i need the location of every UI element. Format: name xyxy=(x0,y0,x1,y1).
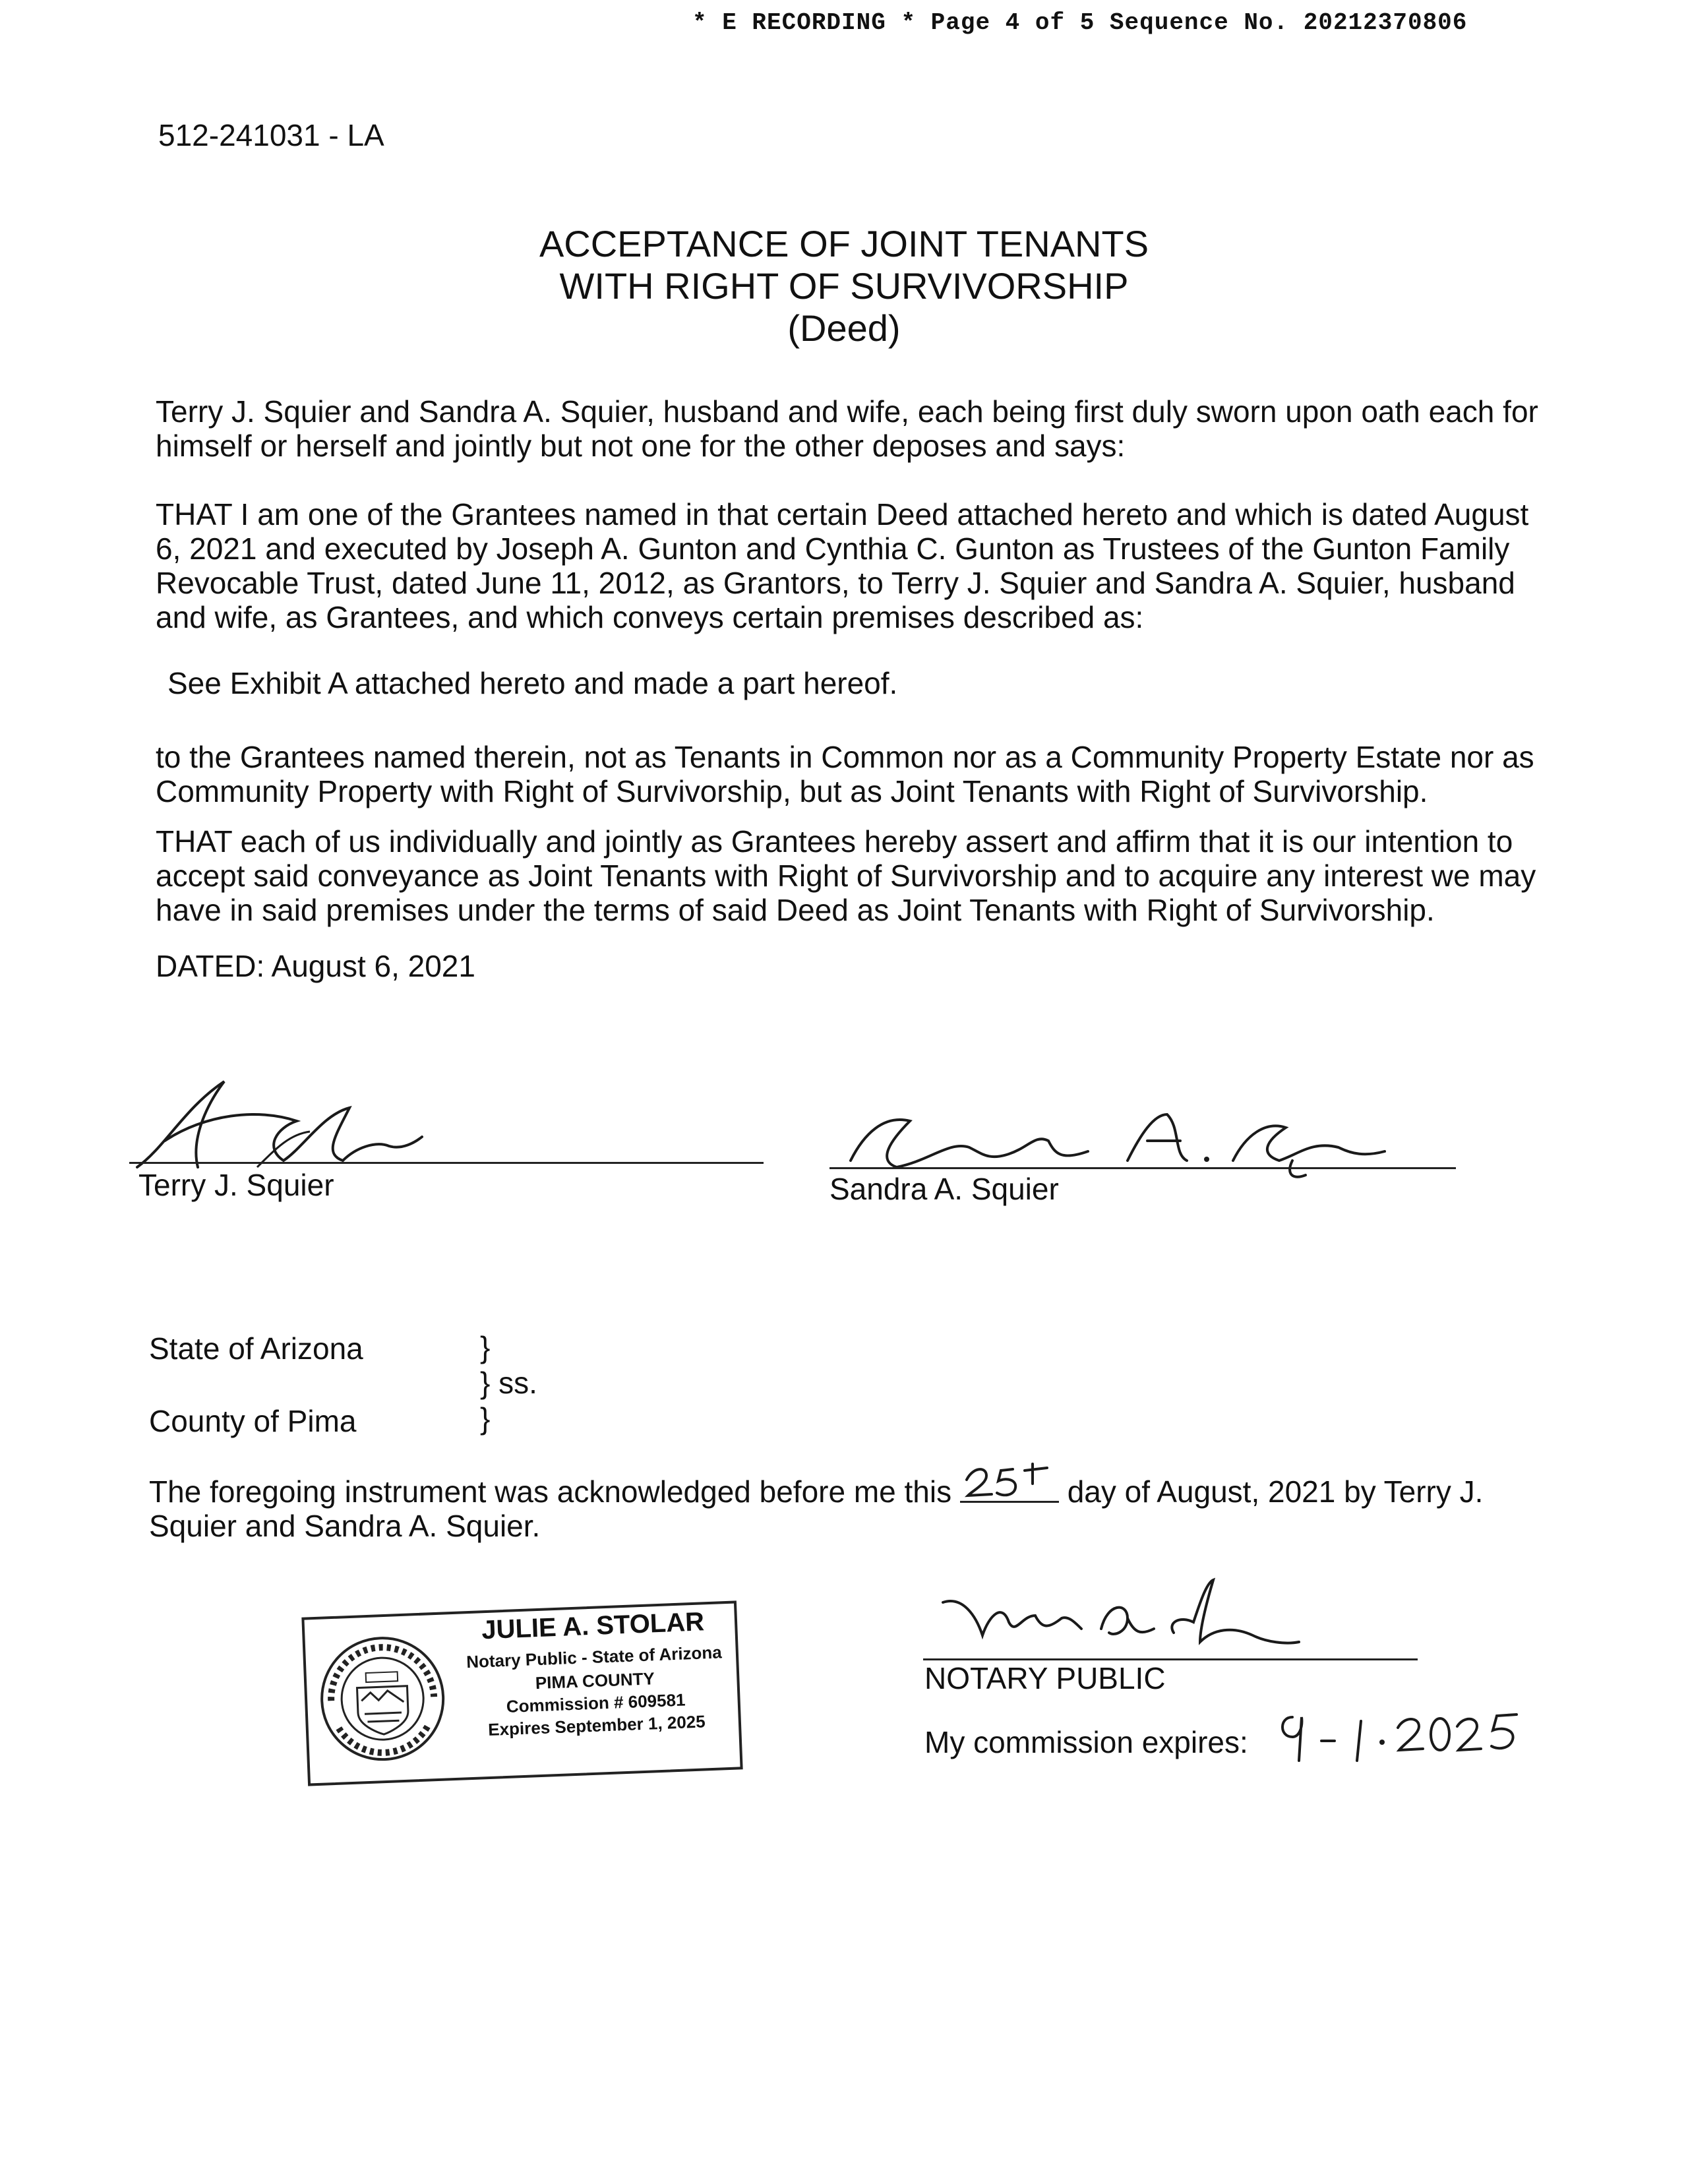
commission-date-handwritten-image xyxy=(1273,1708,1523,1767)
ack-day-blank xyxy=(960,1474,1059,1503)
dated-line: DATED: August 6, 2021 xyxy=(156,949,475,983)
paragraph-exhibit: See Exhibit A attached hereto and made a part hereof. xyxy=(167,666,898,700)
venue-braces xyxy=(480,1329,537,1436)
title-line-3: (Deed) xyxy=(787,307,901,349)
notary-signature-image xyxy=(936,1576,1306,1662)
commission-label: My commission expires: xyxy=(924,1725,1248,1759)
venue-state: State of Arizona xyxy=(149,1331,363,1366)
ack-day-handwritten-image xyxy=(960,1460,1059,1502)
signer-name-sandra: Sandra A. Squier xyxy=(829,1172,1059,1206)
notary-public-label: NOTARY PUBLIC xyxy=(924,1661,1166,1695)
arizona-seal-icon xyxy=(315,1631,449,1765)
recording-stamp: * E RECORDING * Page 4 of 5 Sequence No. 20212370806 xyxy=(692,9,1468,36)
paragraph-affiants: Terry J. Squier and Sandra A. Squier, husband and wife, each being first duly sworn upon oath each for himself or herself and jointly but not one for the other deposes and says: xyxy=(156,394,1538,463)
stamp-line-county: PIMA COUNTY xyxy=(535,1668,655,1693)
paragraph-grantees: THAT I am one of the Grantees named in that certain Deed attached hereto and which is dated August 6, 2021 and executed by Joseph A. Gunton and Cynthia C. Gunton as Trustees of the Gunton Family Revocable Trust, dated June 11, 2012, as Grantors, to Terry J. Squier and Sandra A. Squier, husband and wife, as Grantees, and which conveys certain premises described as: xyxy=(156,497,1529,634)
file-number: 512-241031 - LA xyxy=(158,118,384,152)
notary-stamp xyxy=(301,1600,742,1786)
signature-line-terry xyxy=(129,1162,764,1164)
ack-text-after: day of August, 2021 by Terry J. Squier and Sandra A. Squier. xyxy=(149,1474,1484,1543)
paragraph-affirmation: THAT each of us individually and jointly as Grantees hereby assert and affirm that it is our intention to accept said conveyance as Joint Tenants with Right of Survivorship and to acquire any interest we may have in said premises under the terms of said Deed as Joint Tenants with Right of Survivorship. xyxy=(156,824,1536,927)
paragraph-tenancy: to the Grantees named therein, not as Tenants in Common nor as a Community Property Estate nor as Community Property with Right of Survivorship, but as Joint Tenants with Right of Survivorship. xyxy=(156,740,1534,808)
venue-county: County of Pima xyxy=(149,1404,357,1438)
document-title xyxy=(0,223,1688,349)
signature-line-sandra xyxy=(829,1167,1456,1169)
stamp-line-expires: Expires September 1, 2025 xyxy=(487,1711,706,1740)
ack-text-before: The foregoing instrument was acknowledged before me this xyxy=(149,1474,952,1509)
brace-ss: } ss. xyxy=(480,1366,537,1400)
acknowledgment-text xyxy=(149,1474,1547,1543)
commission-expires xyxy=(924,1708,1523,1767)
stamp-line-commission: Commission # 609581 xyxy=(506,1689,686,1716)
stamp-line-title: Notary Public - State of Arizona xyxy=(466,1642,723,1672)
title-line-1: ACCEPTANCE OF JOINT TENANTS xyxy=(539,223,1149,264)
title-line-2: WITH RIGHT OF SURVIVORSHIP xyxy=(559,265,1129,307)
signer-name-terry: Terry J. Squier xyxy=(138,1168,334,1202)
brace-top: } xyxy=(480,1330,491,1364)
brace-bottom: } xyxy=(480,1401,491,1436)
stamp-notary-name: JULIE A. STOLAR xyxy=(481,1607,705,1645)
